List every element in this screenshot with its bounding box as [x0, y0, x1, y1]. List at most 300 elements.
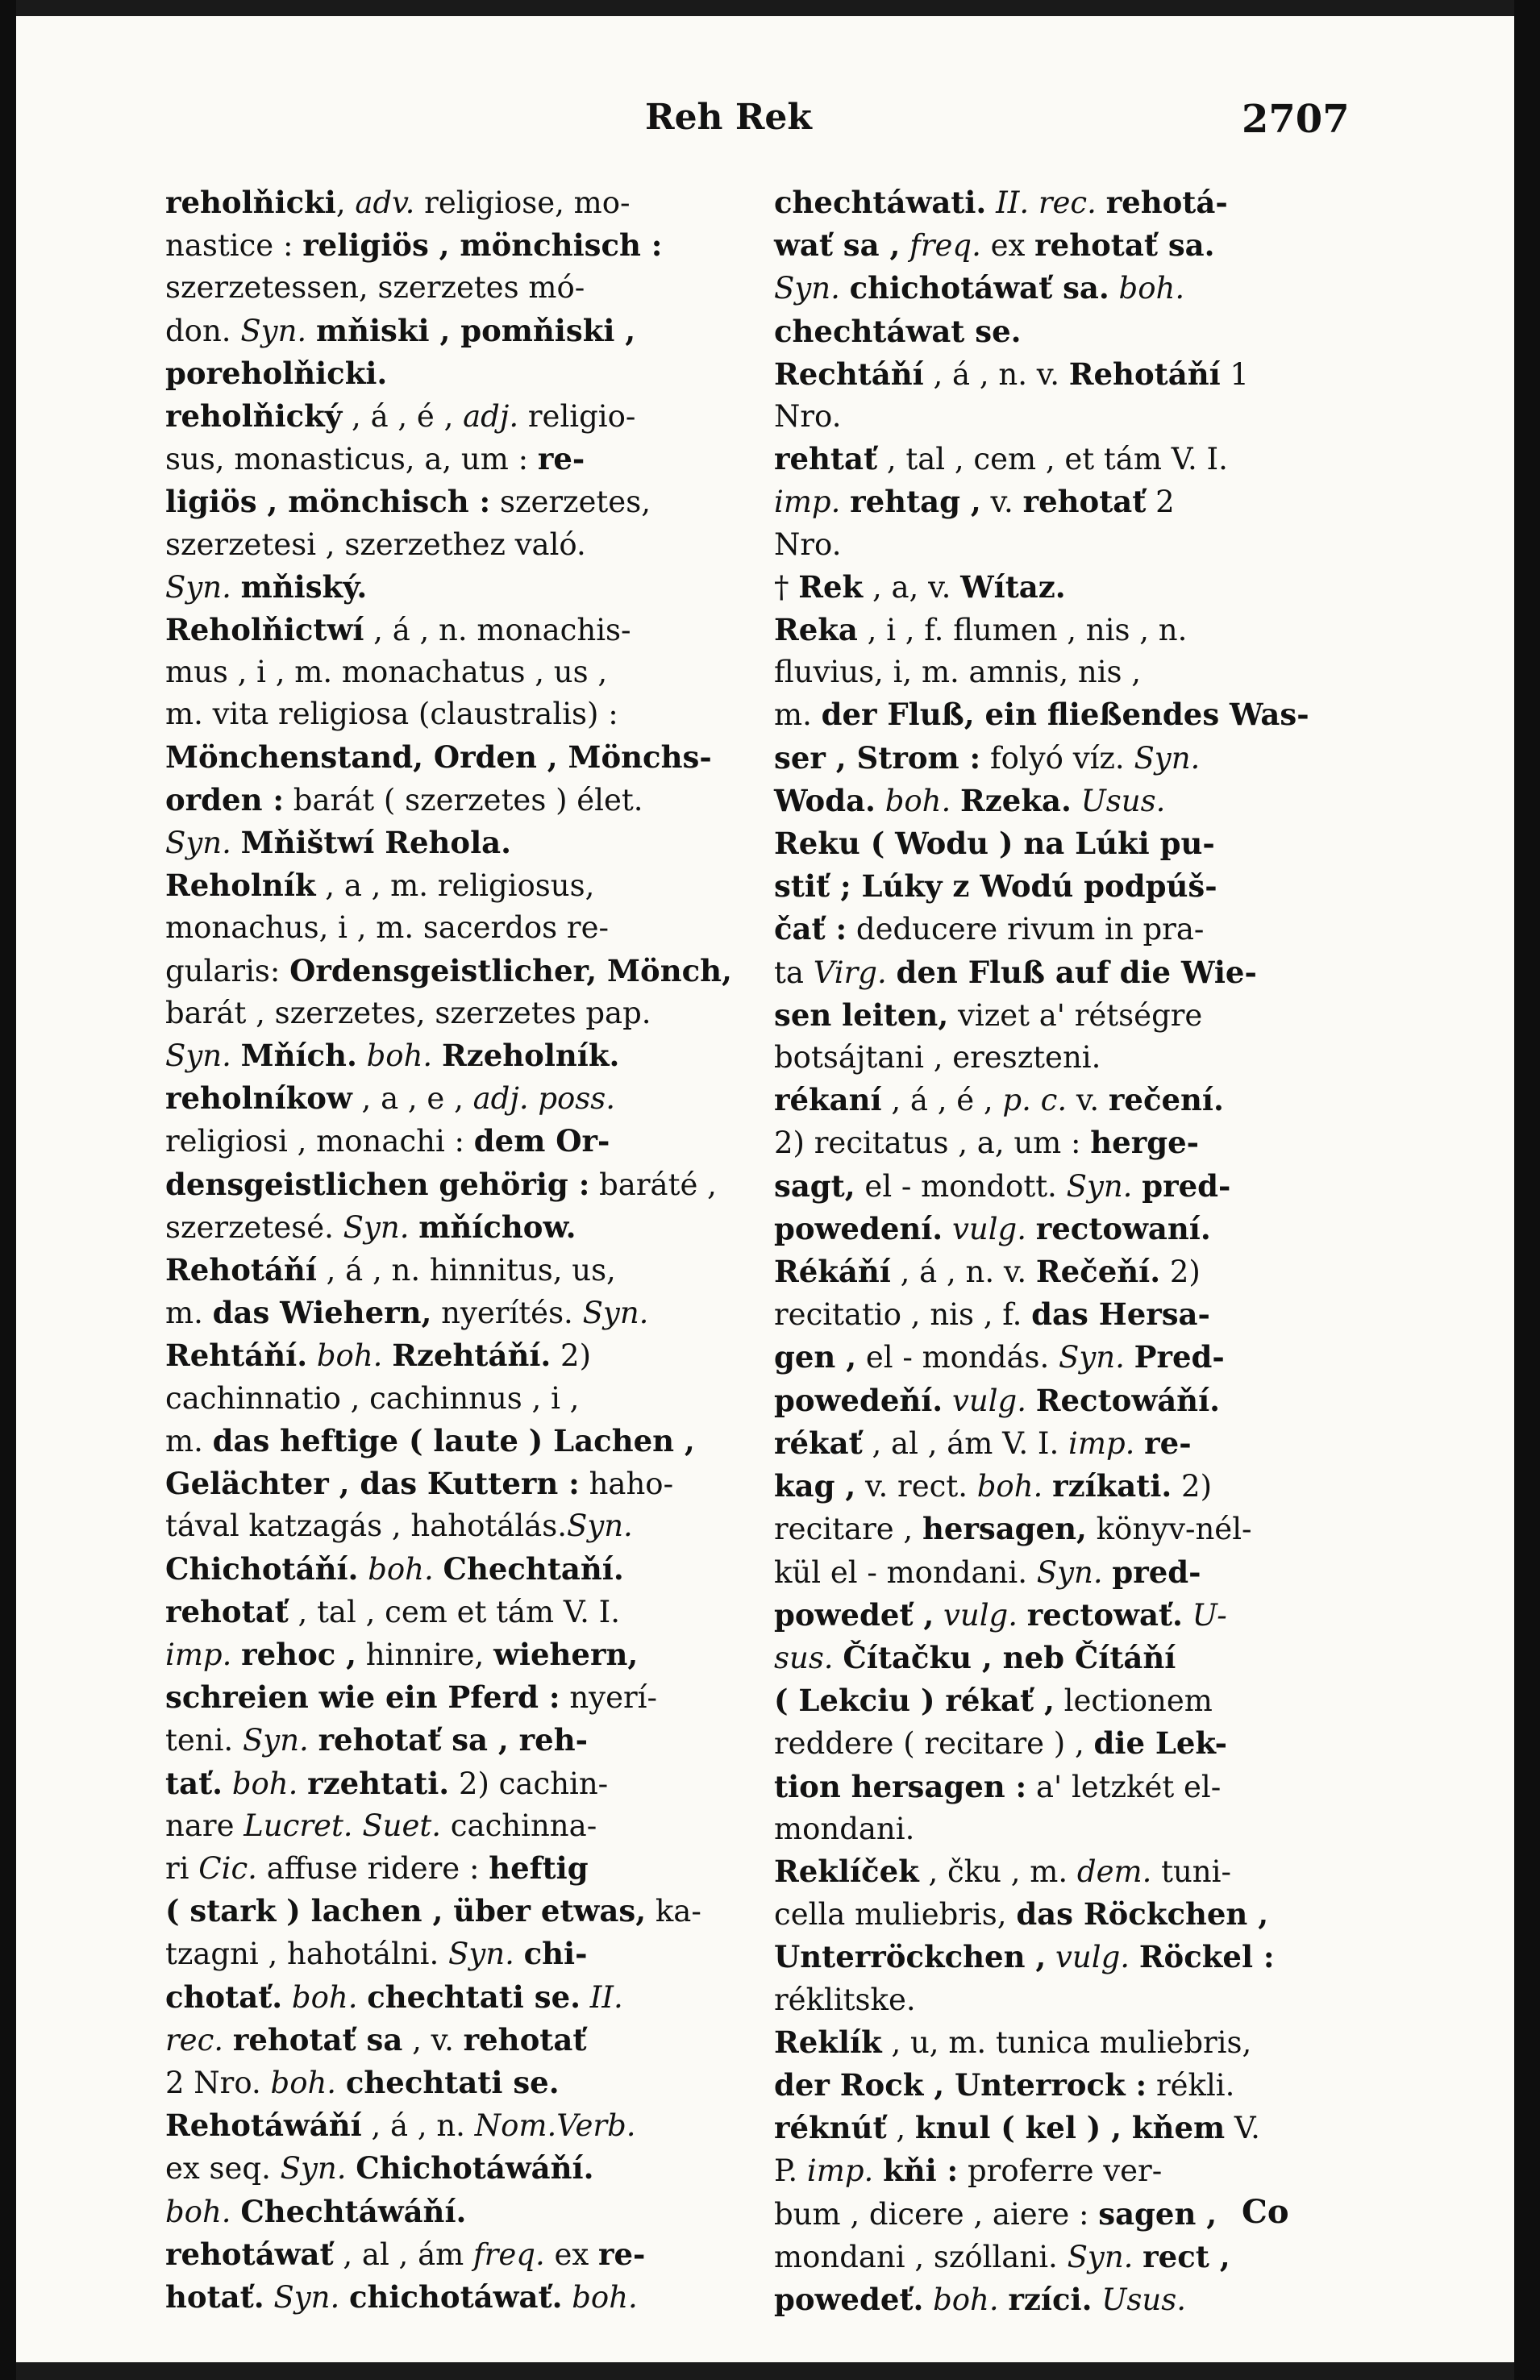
- gloss-text: m. vita religiosa (claustralis) :: [165, 697, 618, 732]
- headword-text: reholňicki: [165, 185, 336, 220]
- dictionary-line: [774, 438, 1355, 481]
- abbreviation-text: Syn.: [165, 826, 231, 861]
- headword-text: chechtáwati.: [774, 185, 987, 220]
- headword-text: chotať.: [165, 1978, 283, 2015]
- gloss-text: , al , ám: [333, 2236, 473, 2272]
- abbreviation-text: boh.: [366, 1038, 433, 1074]
- gloss-text: , á , é ,: [881, 1083, 1003, 1118]
- scan-edge-right: [1514, 0, 1540, 2380]
- abbreviation-text: imp.: [774, 485, 841, 520]
- gloss-text: [999, 2282, 1009, 2317]
- dictionary-line: [774, 780, 1355, 822]
- dictionary-line: [774, 566, 1355, 609]
- gloss-text: v.: [1067, 1083, 1109, 1118]
- headword-text: chichotáwať sa.: [849, 270, 1109, 306]
- headword-text: rectowať.: [1026, 1596, 1183, 1633]
- dictionary-line: [165, 822, 746, 864]
- gloss-text: mondani , szóllani.: [774, 2239, 1068, 2274]
- headword-text: powedeňí.: [774, 1382, 943, 1418]
- gloss-text: el - mondás.: [856, 1340, 1059, 1375]
- abbreviation-text: Lucret. Suet.: [243, 1808, 442, 1843]
- gloss-text: [1046, 1940, 1055, 1974]
- headword-text: rékaní: [774, 1082, 882, 1118]
- dictionary-line: [165, 1077, 746, 1120]
- headword-text: Reku ( Wodu ) na Lúki pu-: [774, 826, 1215, 862]
- headword-text: rehotať sa.: [1034, 227, 1215, 264]
- headword-text: pred-: [1142, 1167, 1231, 1204]
- abbreviation-text: Syn.: [1067, 2239, 1134, 2274]
- gloss-text: bum , dicere , aiere :: [774, 2196, 1099, 2232]
- gloss-text: botsájtani , ereszteni.: [774, 1040, 1101, 1076]
- gloss-text: reddere ( recitare ) ,: [774, 1726, 1094, 1762]
- gloss-text: [943, 1212, 952, 1246]
- headword-text: Mňích.: [240, 1038, 357, 1074]
- gloss-text: [306, 314, 316, 348]
- gloss-text: m.: [165, 1296, 213, 1331]
- gloss-text: [1130, 1940, 1139, 1974]
- gloss-text: , i , f. flumen , nis , n.: [857, 613, 1188, 648]
- gloss-text: , čku , m.: [918, 1854, 1077, 1889]
- dictionary-line: [774, 1250, 1355, 1293]
- dictionary-line: [774, 865, 1355, 908]
- abbreviation-text: freq.: [909, 228, 981, 264]
- gloss-text: [887, 955, 897, 990]
- headword-text: rectowaní.: [1035, 1210, 1211, 1246]
- abbreviation-text: Usus.: [1101, 2282, 1186, 2317]
- gloss-text: v. rect.: [855, 1469, 977, 1504]
- headword-text: die Lek-: [1093, 1725, 1227, 1762]
- gloss-text: barát , szerzetes, szerzetes pap.: [165, 995, 651, 1030]
- headword-text: Rehotáňí: [165, 1252, 317, 1288]
- gloss-text: , al , ám V. I.: [862, 1425, 1069, 1461]
- gloss-text: [282, 1980, 292, 2015]
- gloss-text: 1: [1220, 356, 1249, 392]
- headword-text: Woda.: [774, 782, 876, 818]
- dictionary-line: [774, 1637, 1355, 1679]
- headword-text: Wítaz.: [960, 568, 1066, 605]
- dictionary-line: [165, 609, 746, 651]
- gloss-text: , a , m. religiosus,: [315, 868, 595, 904]
- headword-text: Reka: [774, 612, 858, 648]
- gloss-text: [358, 1552, 368, 1587]
- gloss-text: [873, 2153, 883, 2188]
- dictionary-line: [774, 1766, 1355, 1808]
- gloss-text: 2): [551, 1338, 592, 1374]
- headword-text: rehtať: [774, 441, 878, 477]
- dictionary-line: [165, 2191, 746, 2233]
- abbreviation-text: Syn.: [165, 569, 231, 605]
- headword-text: Rechtáňí: [774, 356, 924, 392]
- abbreviation-text: Syn.: [774, 271, 840, 306]
- gloss-text: monachus, i , m. sacerdos re-: [165, 910, 610, 946]
- dictionary-line: [774, 1165, 1355, 1208]
- abbreviation-text: freq.: [472, 2236, 545, 2272]
- page-number: 2707: [1242, 97, 1350, 142]
- headword-text: rehotať sa: [232, 2021, 403, 2058]
- abbreviation-text: boh.: [572, 2279, 638, 2315]
- dictionary-line: [165, 1034, 746, 1077]
- dictionary-line: [165, 566, 746, 609]
- dictionary-line: [165, 1120, 746, 1163]
- dictionary-line: [165, 1206, 746, 1249]
- gloss-text: [434, 1552, 443, 1587]
- gloss-text: [986, 185, 996, 220]
- left-column: [165, 181, 746, 2319]
- dictionary-line: [165, 2147, 746, 2190]
- gloss-text: 2) cachin-: [449, 1766, 609, 1801]
- abbreviation-text: imp.: [165, 1637, 232, 1672]
- abbreviation-text: II. rec.: [996, 185, 1097, 220]
- gloss-text: 2: [1146, 485, 1175, 520]
- gloss-text: baráté ,: [589, 1167, 717, 1202]
- gloss-text: tuni-: [1151, 1854, 1231, 1889]
- gloss-text: szerzetesi , szerzethez való.: [165, 526, 586, 562]
- dictionary-line: [165, 1805, 746, 1847]
- gloss-text: ex: [544, 2236, 599, 2272]
- gloss-text: [1097, 185, 1106, 220]
- gloss-text: [1109, 271, 1119, 306]
- abbreviation-text: boh.: [316, 1338, 383, 1374]
- headword-text: der Rock , Unterrock :: [774, 2066, 1147, 2103]
- gloss-text: [309, 1723, 318, 1758]
- headword-text: hersagen,: [922, 1511, 1087, 1547]
- abbreviation-text: U-: [1192, 1597, 1227, 1633]
- gloss-text: affuse ridere :: [256, 1850, 489, 1886]
- gloss-text: don.: [165, 313, 241, 348]
- headword-text: das Wiehern,: [212, 1295, 432, 1331]
- gloss-text: ex seq.: [165, 2151, 281, 2187]
- gloss-text: [223, 1766, 232, 1801]
- dictionary-line: [774, 1893, 1355, 1936]
- dictionary-line: [165, 693, 746, 735]
- gloss-text: [231, 1637, 241, 1672]
- headword-text: re-: [537, 441, 585, 477]
- headword-text: Mönchenstand, Orden , Mönchs-: [165, 739, 712, 775]
- headword-text: ( stark ) lachen , über etwas,: [165, 1893, 647, 1929]
- dictionary-line: [774, 2021, 1355, 2064]
- headword-text: schreien wie ein Pferd :: [165, 1679, 560, 1716]
- dictionary-line: [165, 310, 746, 352]
- dictionary-line: [774, 994, 1355, 1037]
- dictionary-line: [165, 1548, 746, 1591]
- headword-text: das Hersa-: [1031, 1296, 1210, 1333]
- dictionary-line: [165, 950, 746, 992]
- headword-text: powedeť ,: [774, 1596, 934, 1633]
- gloss-text: [432, 1038, 442, 1073]
- gloss-text: [1183, 1598, 1192, 1633]
- headword-text: ser , Strom :: [774, 739, 981, 776]
- headword-text: čať :: [774, 911, 847, 947]
- gloss-text: recitatio , nis , f.: [774, 1297, 1032, 1333]
- gloss-text: [923, 2282, 933, 2317]
- gloss-text: recitare ,: [774, 1512, 922, 1547]
- headword-text: Reklík: [774, 2024, 882, 2060]
- gloss-text: [1072, 784, 1081, 818]
- dictionary-line: [774, 1208, 1355, 1250]
- headword-text: reholňický: [165, 398, 343, 435]
- page-header: [16, 97, 1514, 161]
- gloss-text: [346, 2151, 356, 2186]
- gloss-text: ,: [886, 2111, 915, 2146]
- gloss-text: tzagni , hahotálni.: [165, 1937, 448, 1972]
- gloss-text: folyó víz.: [980, 740, 1134, 776]
- gloss-text: , á , n.: [361, 2108, 475, 2144]
- abbreviation-text: Usus.: [1080, 783, 1166, 818]
- dictionary-line: [774, 1079, 1355, 1121]
- headword-text: powedeť.: [774, 2281, 924, 2317]
- dictionary-line: [165, 395, 746, 438]
- headword-text: Gelächter , das Kuttern :: [165, 1466, 580, 1502]
- gloss-text: [1018, 1598, 1027, 1633]
- dictionary-line: [165, 2276, 746, 2319]
- abbreviation-text: Syn.: [165, 1038, 231, 1074]
- headword-text: sagen ,: [1098, 2195, 1217, 2232]
- gloss-text: ,: [335, 185, 356, 220]
- dictionary-line: [774, 822, 1355, 865]
- abbreviation-text: boh.: [368, 1551, 434, 1587]
- headword-text: Rehtáňí.: [165, 1338, 308, 1374]
- gloss-text: mondani.: [774, 1811, 915, 1846]
- abbreviation-text: Syn.: [1059, 1340, 1125, 1375]
- headword-text: poreholňicki.: [165, 355, 388, 391]
- gloss-text: religiose, mo-: [414, 185, 631, 220]
- abbreviation-text: boh.: [231, 1766, 298, 1801]
- dictionary-line: [165, 1163, 746, 1206]
- abbreviation-text: imp.: [1068, 1425, 1135, 1461]
- headword-text: Rzeka.: [960, 782, 1072, 818]
- dictionary-line: [165, 992, 746, 1034]
- gloss-text: [840, 271, 850, 306]
- gloss-text: vizet a' rétségre: [948, 997, 1203, 1033]
- gloss-text: 2 Nro.: [165, 2065, 271, 2100]
- dictionary-line: [774, 353, 1355, 396]
- abbreviation-text: Syn.: [1036, 1554, 1103, 1590]
- dictionary-line: [165, 1719, 746, 1762]
- gloss-text: Nro.: [774, 399, 842, 435]
- dictionary-line: [774, 1850, 1355, 1893]
- headword-text: religiös , mönchisch :: [302, 227, 663, 264]
- dictionary-line: [774, 2149, 1355, 2192]
- dictionary-line: [774, 224, 1355, 267]
- dictionary-line: [165, 181, 746, 224]
- dictionary-line: [774, 908, 1355, 951]
- gloss-text: [834, 1641, 843, 1675]
- abbreviation-text: Syn.: [448, 1937, 514, 1972]
- abbreviation-text: Syn.: [280, 2151, 347, 2187]
- gloss-text: gularis:: [165, 953, 290, 988]
- headword-text: stiť ; Lúky z Wodú podpúš-: [774, 868, 1217, 905]
- headword-text: rékať: [774, 1425, 863, 1461]
- gloss-text: [298, 1766, 307, 1801]
- gloss-text: proferre ver-: [958, 2153, 1163, 2189]
- gloss-text: réklitske.: [774, 1982, 916, 2017]
- dictionary-line: [165, 267, 746, 309]
- gloss-text: , tal , cem , et tám V. I.: [877, 442, 1228, 477]
- gloss-text: [1125, 1340, 1134, 1375]
- headword-text: Čítačku , neb Čítáňí: [843, 1639, 1176, 1675]
- headword-text: das heftige ( laute ) Lachen ,: [212, 1422, 695, 1458]
- dictionary-line: [165, 1633, 746, 1676]
- headword-text: wiehern,: [493, 1636, 639, 1672]
- dictionary-line: [165, 2233, 746, 2276]
- gloss-text: , á , n. monachis-: [364, 613, 631, 648]
- headword-text: re-: [1144, 1425, 1192, 1461]
- dictionary-line: [165, 524, 746, 566]
- dictionary-line: [165, 1762, 746, 1805]
- gloss-text: [264, 2280, 274, 2315]
- headword-text: rehotať: [1022, 484, 1147, 520]
- abbreviation-text: adj. poss.: [472, 1081, 616, 1117]
- gloss-text: ta: [774, 955, 814, 990]
- gloss-text: [1092, 2282, 1101, 2317]
- headword-text: Chichotáňí.: [165, 1550, 359, 1587]
- gloss-text: kül el - mondani.: [774, 1554, 1037, 1590]
- dictionary-line: [774, 1508, 1355, 1550]
- dictionary-line: [774, 651, 1355, 693]
- headword-text: Reholník: [165, 868, 316, 904]
- dictionary-line: [774, 181, 1355, 224]
- headword-text: rzíci.: [1008, 2281, 1093, 2317]
- dictionary-line: [774, 1465, 1355, 1508]
- gloss-text: , á , n. v.: [890, 1254, 1036, 1290]
- headword-text: Rzehtáňí.: [392, 1338, 551, 1374]
- abbreviation-text: vulg.: [951, 1383, 1026, 1418]
- dictionary-page: [16, 16, 1514, 2362]
- gloss-text: [876, 784, 885, 818]
- abbreviation-text: adv.: [355, 185, 415, 220]
- headword-text: Rek: [798, 568, 864, 605]
- abbreviation-text: dem.: [1076, 1854, 1152, 1889]
- abbreviation-text: boh.: [165, 2194, 231, 2229]
- gloss-text: religio-: [518, 399, 636, 435]
- abbreviation-text: Cic.: [198, 1850, 257, 1886]
- dictionary-line: [774, 951, 1355, 994]
- dictionary-line: [165, 1976, 746, 2019]
- headword-text: Rectowáňí.: [1035, 1382, 1221, 1418]
- dictionary-line: [774, 1679, 1355, 1722]
- abbreviation-text: adj.: [463, 399, 519, 435]
- gloss-text: [934, 1598, 943, 1633]
- headword-text: sen leiten,: [774, 997, 949, 1033]
- headword-text: Rehotáňí: [1068, 356, 1221, 392]
- gloss-text: 2) recitatus , a, um :: [774, 1126, 1091, 1161]
- dictionary-line: [774, 1422, 1355, 1465]
- gloss-text: [223, 2023, 233, 2058]
- headword-text: kňi :: [883, 2153, 959, 2189]
- headword-text: hotať.: [165, 2278, 264, 2315]
- headword-text: Unterröckchen ,: [774, 1939, 1047, 1975]
- headword-text: Rzeholník.: [441, 1038, 620, 1074]
- gloss-text: [1043, 1469, 1052, 1504]
- headword-text: herge-: [1090, 1125, 1199, 1161]
- catchword: Co: [1242, 2193, 1289, 2231]
- gloss-text: , a , e ,: [352, 1081, 473, 1117]
- headword-text: mňíchow.: [418, 1209, 576, 1245]
- gloss-text: [307, 1338, 317, 1373]
- headword-text: sagt,: [774, 1167, 855, 1204]
- dictionary-line: [165, 1505, 746, 1547]
- headword-text: chichotáwať.: [349, 2278, 563, 2315]
- dictionary-line: [165, 779, 746, 822]
- dictionary-line: [165, 1292, 746, 1334]
- headword-text: rehotá-: [1105, 185, 1228, 220]
- gloss-text: mus , i , m. monachatus , us ,: [165, 655, 608, 690]
- headword-text: Reklíček: [774, 1853, 919, 1889]
- dictionary-line: [774, 310, 1355, 353]
- abbreviation-text: vulg.: [1055, 1940, 1130, 1975]
- headword-text: mňiski , pomňiski ,: [315, 312, 636, 348]
- dictionary-line: [774, 1936, 1355, 1978]
- abbreviation-text: sus.: [774, 1640, 834, 1675]
- gloss-text: barát ( szerzetes ) élet.: [284, 782, 643, 818]
- headword-text: chechtáwat se.: [774, 313, 1022, 349]
- abbreviation-text: vulg.: [943, 1597, 1018, 1633]
- gloss-text: könyv-nél-: [1086, 1512, 1252, 1547]
- gloss-text: cella muliebris,: [774, 1897, 1017, 1933]
- dictionary-line: [774, 1293, 1355, 1336]
- gloss-text: [900, 228, 909, 263]
- headword-text: der Fluß, ein fließendes Was-: [821, 697, 1309, 733]
- abbreviation-text: vulg.: [951, 1211, 1026, 1246]
- dictionary-line: [165, 1847, 746, 1890]
- gloss-text: , v.: [402, 2022, 464, 2058]
- gloss-text: [1132, 1169, 1142, 1204]
- headword-text: Pred-: [1134, 1339, 1225, 1375]
- gloss-text: [1103, 1555, 1113, 1590]
- headword-text: re-: [598, 2236, 646, 2272]
- gloss-text: [231, 1038, 241, 1073]
- dictionary-line: [774, 2236, 1355, 2278]
- abbreviation-text: boh.: [976, 1469, 1043, 1504]
- headword-text: rehotáwať: [165, 2236, 334, 2272]
- gloss-text: nare: [165, 1808, 244, 1843]
- headword-text: tať.: [165, 1765, 223, 1801]
- dictionary-line: [165, 907, 746, 949]
- abbreviation-text: boh.: [270, 2065, 337, 2100]
- dictionary-line: [774, 481, 1355, 523]
- gloss-text: m.: [165, 1423, 213, 1458]
- gloss-text: rékli.: [1147, 2067, 1235, 2103]
- gloss-text: cachinnatio , cachinnus , i ,: [165, 1380, 580, 1416]
- dictionary-line: [165, 1334, 746, 1377]
- headword-text: rehotať: [463, 2021, 587, 2058]
- dictionary-line: [165, 1676, 746, 1719]
- headword-text: heftig: [489, 1849, 589, 1886]
- dictionary-line: [165, 438, 746, 481]
- dictionary-line: [165, 1890, 746, 1933]
- gloss-text: lectionem: [1054, 1683, 1213, 1719]
- headword-text: chi-: [523, 1936, 588, 1972]
- abbreviation-text: boh.: [1118, 271, 1185, 306]
- gloss-text: [1133, 2240, 1143, 2274]
- gloss-text: v.: [980, 485, 1023, 520]
- gloss-text: a' letzkét el-: [1026, 1769, 1222, 1804]
- dictionary-line: [774, 1594, 1355, 1637]
- dictionary-line: [774, 737, 1355, 780]
- headword-text: Ordensgeistlicher, Mönch,: [289, 952, 732, 988]
- gloss-text: nyerí-: [560, 1680, 657, 1716]
- headword-text: Mňištwí Rehola.: [240, 825, 512, 861]
- gloss-text: ri: [165, 1850, 199, 1886]
- gloss-text: , á , n. hinnitus, us,: [316, 1253, 616, 1288]
- headword-text: chechtati se.: [367, 1978, 581, 2015]
- gloss-text: deducere rivum in pra-: [847, 912, 1205, 947]
- dictionary-line: [165, 224, 746, 267]
- abbreviation-text: Syn.: [1134, 740, 1201, 776]
- dictionary-line: [774, 1379, 1355, 1422]
- headword-text: Rečeňí.: [1035, 1254, 1161, 1290]
- gloss-text: P.: [774, 2153, 807, 2189]
